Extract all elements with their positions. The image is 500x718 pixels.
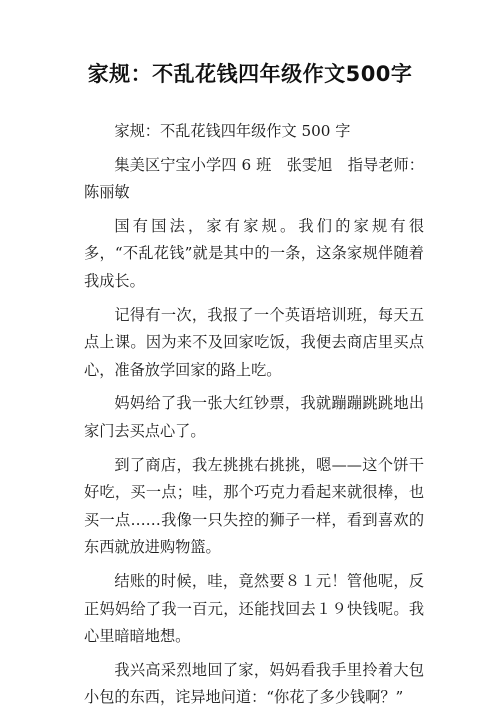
paragraph: 记得有一次，我报了一个英语培训班，每天五点上课。因为来不及回家吃饭，我便去商店里买点心，准备放学回家的路上吃。 (84, 305, 424, 379)
paragraph: 国有国法，家有家规。我们的家规有很多，“不乱花钱”就是其中的一条，这条家规伴随着我成长。 (84, 216, 424, 290)
paragraph: 妈妈给了我一张大红钞票，我就蹦蹦跳跳地出家门去买点心了。 (84, 394, 424, 440)
article-subtitle: 家规：不乱花钱四年级作文 500 字 (114, 122, 351, 140)
document-title: 家规：不乱花钱四年级作文500字 (87, 62, 413, 86)
document-body (84, 118, 424, 718)
article-byline: 集美区宁宝小学四 6 班 张雯旭 指导老师：陈丽敏 (84, 155, 424, 202)
paragraph: 到了商店，我左挑挑右挑挑，嗯——这个饼干好吃，买一点；哇，那个巧克力看起来就很棒，也买一点……我像一只失控的狮子一样，看到喜欢的东西就放进购物篮。 (84, 455, 424, 557)
paragraph: 结账的时候，哇，竟然要８１元！管他呢，反正妈妈给了我一百元，还能找回去１９快钱呢。我心里暗暗地想。 (84, 571, 424, 646)
paragraph: 我兴高采烈地回了家，妈妈看我手里拎着大包小包的东西，诧异地问道：“你花了多少钱啊？” (84, 660, 424, 707)
